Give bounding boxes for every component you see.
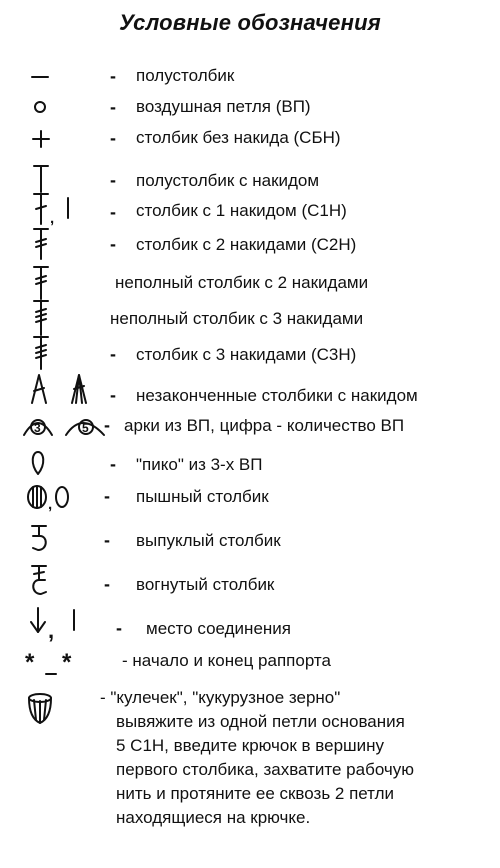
incomplete-double-treble-icon (30, 298, 60, 338)
legend-description: "пико" из 3-х ВП (136, 455, 263, 474)
legend-description: столбик с 2 накидами (С2Н) (136, 235, 357, 254)
legend-row: , - пышный столбик (0, 486, 500, 514)
legend-row: - столбик без накида (СБН) (0, 127, 500, 155)
double-treble-icon (30, 334, 60, 374)
legend-row: - вогнутый столбик (0, 572, 500, 600)
unfinished-stitches-icon (28, 371, 98, 411)
legend-row: - полустолбик с накидом (0, 168, 500, 196)
legend-title: Условные обозначения (119, 10, 381, 35)
legend-row: - воздушная петля (ВП) (0, 96, 500, 124)
svg-text:*: * (25, 649, 35, 676)
repeat-marker-icon (22, 646, 82, 686)
double-crochet-icon (30, 190, 80, 230)
legend-row: , - столбик с 1 накидом (С1Н) (0, 200, 500, 228)
front-post-stitch-icon (28, 522, 58, 562)
legend-description: арки из ВП, цифра - количество ВП (124, 416, 405, 435)
legend-row: - выпуклый столбик (0, 528, 500, 556)
legend-row (0, 650, 500, 678)
svg-text:3: 3 (34, 421, 41, 435)
legend-row: 3 5 - арки из ВП, цифра - количество ВП (0, 413, 500, 441)
legend-description: столбик с 1 накидом (С1Н) (136, 201, 347, 220)
svg-text:*: * (62, 649, 72, 676)
svg-text:,: , (48, 496, 53, 513)
svg-text:5: 5 (82, 421, 89, 435)
bobble-description: - "кулечек", "кукурузное зерно" вывяжите из одной петли основания 5 С1Н, введите крючок в вершину первого столбика, захватите рабочую нить и протяните ее сквозь 2 петли находящиеся на крючке. (100, 688, 415, 827)
legend-description: полустолбик с накидом (136, 171, 320, 190)
puff-stitch-icon (24, 482, 84, 522)
legend-description: место соединения (146, 619, 291, 638)
legend-row (0, 272, 500, 300)
legend-row (0, 690, 500, 850)
legend-description: воздушная петля (ВП) (136, 97, 311, 116)
legend-description: - начало и конец раппорта (122, 651, 331, 670)
legend-row: - полустолбик (0, 65, 500, 93)
back-post-stitch-icon (28, 562, 58, 602)
legend-description: неполный столбик с 2 накидами (115, 273, 369, 292)
legend-description: незаконченные столбики с накидом (136, 386, 418, 405)
svg-text:,: , (50, 210, 55, 227)
legend-row: - столбик с 3 накидами (С3Н) (0, 342, 500, 370)
legend-description: выпуклый столбик (136, 531, 281, 550)
treble-crochet-icon (30, 226, 60, 266)
legend-description: вогнутый столбик (136, 575, 275, 594)
legend-description: столбик без накида (СБН) (136, 128, 341, 147)
legend-row: - незаконченные столбики с накидом (0, 383, 500, 411)
legend-row: , - место соединения (0, 616, 500, 644)
legend-row (0, 308, 500, 336)
bobble-stitch-icon (24, 690, 64, 730)
legend-description: столбик с 3 накидами (С3Н) (136, 345, 357, 364)
join-point-icon (28, 604, 98, 644)
single-crochet-icon (30, 127, 60, 167)
legend-description: полустолбик (136, 66, 235, 85)
legend-row: - столбик с 2 накидами (С2Н) (0, 232, 500, 260)
legend-description: пышный столбик (136, 487, 269, 506)
svg-text:,: , (48, 618, 55, 643)
legend-description: неполный столбик с 3 накидами (110, 309, 364, 328)
legend-row: - "пико" из 3-х ВП (0, 452, 500, 480)
chain-arch-icon (22, 411, 112, 451)
